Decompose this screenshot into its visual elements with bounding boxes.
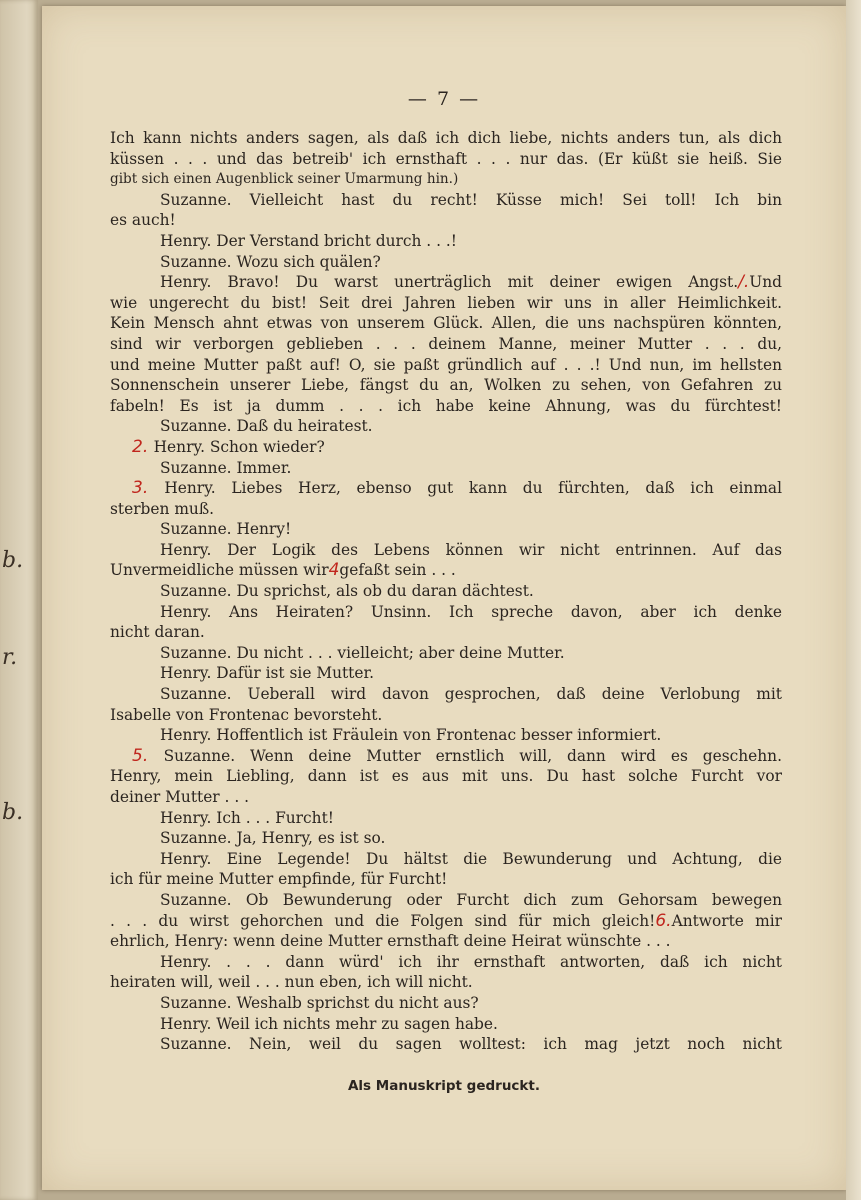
line-text: und meine Mutter paßt auf! O, sie paßt gründlich auf . . .! Und nun, im hellsten [110,355,782,374]
line-text: es auch! [110,211,176,230]
line-text: heiraten will, weil . . . nun eben, ich will nicht. [110,973,473,992]
line-text: Antworte mir [671,911,782,930]
line-text: Henry. Bravo! Du warst unerträglich mit deiner ewigen Angst. [160,273,739,292]
text-line [110,993,782,1014]
text-line [110,705,782,726]
text-line [110,478,782,499]
line-text: Henry. . . . dann würd' ich ihr ernsthaft antworten, daß ich nicht [160,952,782,971]
text-line [110,808,782,829]
annotation-mark: 4 [328,560,340,581]
line-text: Henry. Schon wieder? [153,437,325,456]
text-line [110,972,782,993]
text-line [110,746,782,767]
text-line [110,313,782,334]
text-line [110,1014,782,1035]
text-line [110,334,782,355]
text-line [110,766,782,787]
text-line [110,663,782,684]
line-text: Suzanne. Du sprichst, als ob du daran dächtest. [160,582,534,601]
text-line [110,252,782,273]
text-line [110,560,782,581]
line-text: gefaßt sein . . . [339,561,456,580]
text-line [110,210,782,231]
text-line [110,725,782,746]
text-line [110,375,782,396]
line-text: Suzanne. Nein, weil du sagen wolltest: ich mag jetzt noch nicht [160,1035,782,1054]
line-text: Suzanne. Weshalb sprichst du nicht aus? [160,993,479,1012]
line-text: Suzanne. Ob Bewunderung oder Furcht dich zum Gehorsam bewegen [160,890,782,909]
text-line [110,622,782,643]
line-text: Henry. Eine Legende! Du hältst die Bewunderung und Achtung, die [160,849,782,868]
text-line [110,169,782,190]
line-text: Suzanne. Du nicht . . . vielleicht; aber deine Mutter. [160,643,565,662]
line-text: Suzanne. Ueberall wird davon gesprochen, daß deine Verlobung mit [160,685,782,704]
line-text: Suzanne. Henry! [160,520,292,539]
text-line [110,643,782,664]
text-line [110,684,782,705]
line-text: nicht daran. [110,623,205,642]
text-line [110,581,782,602]
line-text: deiner Mutter . . . [110,788,250,806]
annotation-mark: 5. [132,745,164,766]
text-line [110,952,782,973]
line-text: Henry. Dafür ist sie Mutter. [160,664,375,683]
line-text: Suzanne. Wenn deine Mutter ernstlich will, dann wird es geschehn. [163,746,782,765]
left-page-edge [0,0,38,1200]
line-text: wie ungerecht du bist! Seit drei Jahren lieben wir uns in aller Heimlichkeit. [110,293,782,312]
text-line [110,355,782,376]
page-number: — 7 — [407,88,481,110]
text-line [110,911,782,932]
line-text: Henry. Weil ich nichts mehr zu sagen habe. [160,1014,498,1033]
line-text: Suzanne. Immer. [160,458,292,477]
line-text: fabeln! Es ist ja dumm . . . ich habe keine Ahnung, was du fürchtest! [110,396,782,415]
line-text: Suzanne. Vielleicht hast du recht! Küsse mich! Sei toll! Ich bin [160,190,782,209]
text-line [110,828,782,849]
text-line [110,293,782,314]
line-text: küssen . . . und das betreib' ich ernsthaft . . . nur das. (Er küßt sie heiß. Sie [110,149,782,168]
right-page-edge [846,0,861,1200]
line-text: Und [749,273,782,292]
line-text: Unvermeidliche müssen wir [110,561,329,580]
text-line [110,272,782,293]
text-line [110,787,782,808]
line-text: Henry, mein Liebling, dann ist es aus mit uns. Du hast solche Furcht vor [110,767,782,786]
annotation-mark: /. [738,272,750,293]
text-line [110,1034,782,1055]
line-text: Henry. Ans Heiraten? Unsinn. Ich spreche davon, aber ich denke [160,602,782,621]
text-line [110,869,782,890]
footer-note: Als Manuskript gedruckt. [347,1078,540,1094]
text-line [110,458,782,479]
line-text: gibt sich einen Augenblick seiner Umarmung hin.) [110,171,459,188]
line-text: Henry. Der Verstand bricht durch . . .! [160,231,457,250]
text-line [110,149,782,170]
line-text: ehrlich, Henry: wenn deine Mutter ernsthaft deine Heirat wünschte . . . [110,932,671,951]
text-line [110,519,782,540]
text-line [110,416,782,437]
line-text: Henry. Hoffentlich ist Fräulein von Frontenac besser informiert. [160,726,662,745]
line-text: Suzanne. Wozu sich quälen? [160,252,381,271]
line-text: Kein Mensch ahnt etwas von unserem Glück. Allen, die uns nachspüren könnten, [110,314,782,333]
annotation-mark: 2. [132,436,154,457]
margin-note-3: b. [2,800,24,825]
text-line [110,437,782,458]
annotation-mark: 3. [132,478,165,499]
line-text: Suzanne. Ja, Henry, es ist so. [160,829,386,848]
text-line [110,890,782,911]
line-text: Suzanne. Daß du heiratest. [160,417,373,436]
document-page [42,6,846,1190]
line-text: ich für meine Mutter empfinde, für Furcht! [110,870,448,889]
margin-note-2: r. [2,645,18,670]
text-line [110,931,782,952]
line-text: Henry. Der Logik des Lebens können wir nicht entrinnen. Auf das [160,540,782,559]
text-line [110,849,782,870]
text-line [110,396,782,417]
line-text: sind wir verborgen geblieben . . . deinem Manne, meiner Mutter . . . du, [110,334,782,353]
text-line [110,128,782,149]
text-line [110,231,782,252]
line-text: Sonnenschein unserer Liebe, fängst du an, Wolken zu sehen, von Gefahren zu [110,376,782,395]
text-body [110,128,782,1055]
margin-note-1: b. [2,548,24,573]
line-text: Henry. Ich . . . Furcht! [160,808,334,827]
text-line [110,499,782,520]
line-text: Ich kann nichts anders sagen, als daß ich dich liebe, nichts anders tun, als dich [110,129,782,147]
text-line [110,190,782,211]
line-text: Henry. Liebes Herz, ebenso gut kann du fürchten, daß ich einmal [164,479,783,498]
text-line [110,602,782,623]
line-text: . . . du wirst gehorchen und die Folgen sind für mich gleich! [110,911,656,930]
line-text: sterben muß. [110,499,214,518]
line-text: Isabelle von Frontenac bevorsteht. [110,705,383,724]
annotation-mark: 6. [655,910,672,931]
text-line [110,540,782,561]
